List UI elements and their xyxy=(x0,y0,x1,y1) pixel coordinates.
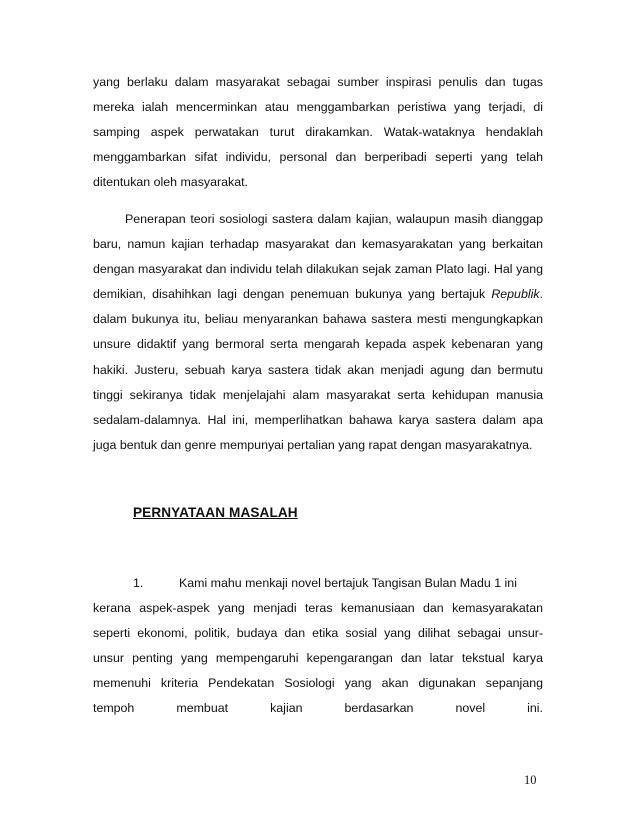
item-line-3: seperti ekonomi, politik, budaya dan etika sosial yang dilihat sebagai unsur- xyxy=(93,626,543,641)
paragraph-2-part-1: Penerapan teori sosiologi sastera dalam kajian, walaupun masih dianggap baru, namun kajian terhadap masyarakat dan kemasyarakatan yang berkaitan dengan masyarakat dan individu telah dilakukan sejak zaman Plato lagi. Hal yang demikian, disahihkan lagi dengan penemuan bukunya yang bertajuk xyxy=(93,212,543,302)
item-number: 1. xyxy=(133,576,144,590)
page-number: 10 xyxy=(524,773,537,787)
section-heading: PERNYATAAN MASALAH xyxy=(133,505,298,520)
item-line-5: memenuhi kriteria Pendekatan Sosiologi yang akan digunakan sepanjang xyxy=(93,676,543,691)
item-line-1 xyxy=(93,571,543,596)
item-line-2: kerana aspek-aspek yang menjadi teras kemanusiaan dan kemasyarakatan xyxy=(93,601,543,616)
paragraph-2-part-2: . dalam bukunya itu, beliau menyarankan bahawa sastera mesti mengungkapkan unsure didaktif yang bermoral serta mengarah kepada aspek kebenaran yang hakiki. Justeru, sebuah karya sastera tidak akan menjadi agung dan bermutu tinggi sekiranya tidak menjelajahi alam masyarakat serta kehidupan manusia sedalam-dalamnya. Hal ini, memperlihatkan bahawa karya sastera dalam apa juga bentuk dan genre mempunyai pertalian yang rapat dengan masyarakatnya. xyxy=(93,287,543,452)
numbered-item-1 xyxy=(93,571,543,722)
paragraph-2 xyxy=(93,207,543,458)
item-line-1-text: Kami mahu menkaji novel bertajuk Tangisan Bulan Madu 1 ini xyxy=(179,576,517,590)
item-line-6: tempoh membuat kajian berdasarkan novel ini. xyxy=(93,701,543,716)
item-line-4: unsur penting yang mempengaruhi kepengarangan dan latar tekstual karya xyxy=(93,651,543,666)
book-title: Republik xyxy=(491,287,540,302)
paragraph-1: yang berlaku dalam masyarakat sebagai sumber inspirasi penulis dan tugas mereka ialah mencerminkan atau menggambarkan peristiwa yang terjadi, di samping aspek perwatakan turut dirakamkan. Watak-wataknya hendaklah menggambarkan sifat individu, personal dan berperibadi seperti yang telah ditentukan oleh masyarakat. xyxy=(93,75,543,190)
